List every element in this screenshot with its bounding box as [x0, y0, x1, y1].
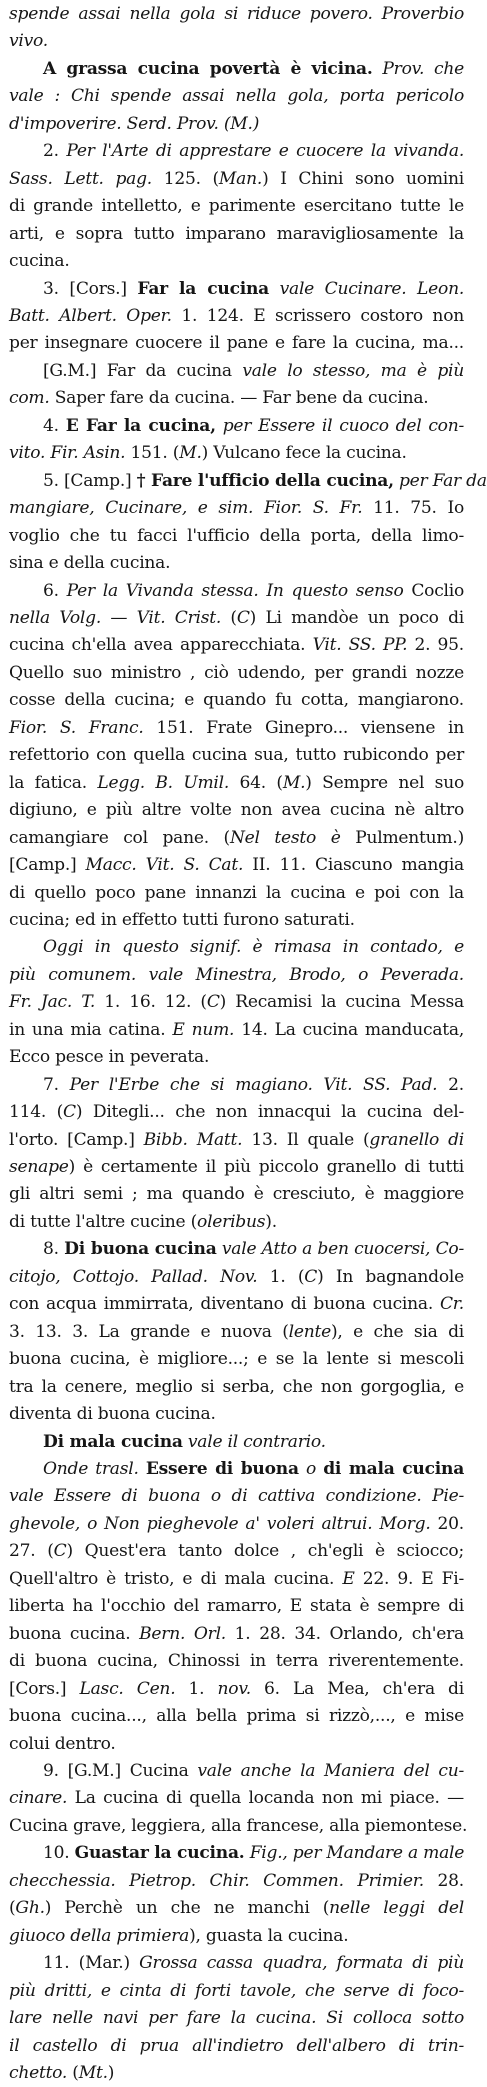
italic-text: Oggi in questo signif. è rimasa in contado, e [43, 937, 464, 958]
italic-text: oleribus [197, 1211, 266, 1232]
body-text: 1. [175, 1678, 218, 1699]
body-text: voglio che tu facci l'ufficio della porta, della limo- [9, 525, 464, 546]
body-text: colui dentro. [9, 1733, 116, 1754]
body-text: cucina; ed in effetto tutti furono saturati. [9, 909, 355, 930]
body-text [299, 1459, 306, 1479]
text-line [9, 111, 464, 138]
text-line [9, 1346, 464, 1373]
text-line [9, 660, 464, 687]
body-text: ) [107, 2062, 115, 2083]
body-text: ) Vulcano fece la cucina. [201, 443, 407, 464]
italic-text: spende assai nella gola si riduce povero. Proverbio [9, 4, 464, 24]
body-text: ( [9, 1898, 16, 1919]
italic-text: vale anche la Maniera del cu- [197, 1761, 464, 1781]
text-line [9, 1181, 464, 1208]
body-text: di tutte l'altre cucine ( [9, 1211, 198, 1232]
italic-text: vale Cucinare. Leon. [279, 278, 465, 299]
italic-text: vale lo stesso, ma è più [242, 360, 464, 381]
text-line [9, 962, 464, 989]
italic-text: checchessia. Pietrop. Chir. Commen. Primier. [9, 1870, 424, 1891]
text-line [9, 852, 464, 879]
italic-text: vivo. [9, 31, 48, 52]
text-line [9, 1264, 464, 1291]
italic-text: Per l'Erbe che si magiano. Vit. SS. Pad. [69, 1074, 438, 1095]
text-line [9, 687, 464, 714]
italic-text: nella Volg. — Vit. Crist. [9, 607, 222, 628]
italic-text: Prov. che [382, 58, 464, 79]
headword: E Far la cucina, [65, 415, 216, 436]
text-line [9, 632, 464, 659]
headword: di mala cucina [323, 1459, 465, 1480]
body-text: Coclio [403, 580, 465, 601]
headword: Essere di buona [145, 1459, 299, 1480]
body-text: per insegnare cuocere il pane e fare la cucina, ma... [9, 333, 464, 354]
body-text: Ecco pesce in peverata. [9, 1047, 210, 1068]
body-text: 1. ( [257, 1266, 305, 1287]
italic-text: C [304, 1266, 318, 1287]
body-text [216, 416, 223, 436]
text-line [9, 495, 464, 522]
text-line [9, 1566, 464, 1593]
body-text: [Camp.] [9, 855, 86, 876]
body-text: ) Recamisi la cucina Messa [219, 992, 464, 1013]
text-line [9, 742, 464, 769]
body-text: 4. [43, 415, 66, 436]
body-text: ( [67, 2062, 79, 2083]
italic-text: Macc. Vit. S. Cat. [85, 855, 244, 876]
text-line [9, 193, 464, 220]
italic-text: Legg. B. Umil. [97, 772, 230, 793]
text-line [9, 1978, 464, 2005]
body-text: 11. 75. Io [362, 498, 464, 519]
headword: Di buona cucina [64, 1239, 217, 1260]
italic-text: Per l'Arte di apprestare e cuocere la vivanda. [66, 141, 464, 162]
text-line [9, 2005, 464, 2032]
italic-text: lare nelle navi per fare la cucina. Si colloca sotto [9, 2008, 464, 2029]
body-text: ), guasta la cucina. [189, 1925, 349, 1946]
body-text: 2. [43, 141, 67, 162]
body-text: ) Li mandòe un poco di [249, 607, 464, 628]
body-text: con acqua immirrata, diventano di buona cucina. [9, 1294, 440, 1315]
body-text: cosse della cucina; e quando fu cotta, mangiarono. [9, 690, 464, 711]
text-line [9, 2033, 464, 2060]
body-text: Quell'altro è tristo, e di mala cucina. [9, 1568, 343, 1589]
body-text: cucina. [9, 251, 70, 272]
text-line [9, 1868, 464, 1895]
text-line [9, 1840, 464, 1867]
italic-text: d'impoverire. Serd. Prov. (M.) [9, 113, 260, 134]
italic-text: vale Atto a ben cuocersi, Co- [221, 1239, 464, 1260]
text-line [9, 1209, 464, 1236]
italic-text: M. [282, 772, 306, 793]
text-line [9, 1621, 464, 1648]
body-text [269, 279, 280, 299]
body-text: buona cucina. [9, 1623, 140, 1644]
italic-text: Fig., per Mandare a male [249, 1843, 465, 1864]
italic-text: cinare. [9, 1788, 68, 1809]
italic-text: lente [288, 1321, 331, 1342]
italic-text: senape [9, 1157, 69, 1178]
text-line [9, 523, 464, 550]
text-line [9, 550, 464, 577]
text-line [9, 83, 464, 110]
body-text: gli altri semi ; ma quando è cresciuto, è maggiore [9, 1184, 464, 1205]
text-line [9, 330, 464, 357]
body-text: l'orto. [Camp.] [9, 1129, 144, 1150]
body-text: liberta ha l'occhio del ramarro, E stata è sempre di [9, 1596, 464, 1617]
text-line [9, 1676, 464, 1703]
italic-text: vale il contrario. [187, 1431, 326, 1452]
body-text: di grande intelletto, e parimente esercitano tutte le [9, 196, 464, 217]
italic-text: Onde trasl. [43, 1459, 139, 1480]
italic-text: giuoco della primiera [9, 1925, 190, 1946]
italic-text: vito. Fir. Asin. [9, 443, 126, 464]
text-line [9, 1703, 464, 1730]
body-text: 27. ( [9, 1541, 54, 1562]
body-text: ) Sempre nel suo [305, 772, 464, 793]
body-text: La cucina di quella locanda non mi piace. — [67, 1788, 464, 1809]
italic-text: Vit. SS. PP. [312, 635, 408, 656]
italic-text: Sass. Lett. pag. [9, 168, 152, 189]
text-line [9, 1758, 464, 1785]
body-text: 1. 16. 12. ( [95, 992, 207, 1013]
body-text: 3. [Cors.] [43, 278, 138, 299]
body-text: 10. [43, 1843, 75, 1864]
body-text: diventa di buona cucina. [9, 1404, 216, 1425]
headword: Di mala cucina [43, 1431, 183, 1452]
italic-text: o [305, 1459, 317, 1480]
text-line [9, 1648, 464, 1675]
body-text: Pulmentum.) [340, 827, 464, 848]
body-text: 114. ( [9, 1102, 64, 1123]
italic-text: ghevole, o Non pieghevole a' voleri altrui. Morg. [9, 1513, 431, 1534]
body-text: 13. Il quale ( [242, 1129, 370, 1150]
text-line [9, 1154, 464, 1181]
text-line [9, 468, 487, 495]
text-line [9, 1813, 468, 1840]
text-line [9, 303, 464, 330]
text-line [9, 1511, 464, 1538]
text-line [9, 358, 464, 385]
body-text: ) Perchè un che ne manchi ( [44, 1898, 330, 1919]
text-line [9, 1950, 464, 1977]
body-text: 2. [437, 1074, 464, 1095]
body-text: ), e che sia di [330, 1321, 464, 1342]
italic-text: Per la Vivanda stessa. In questo senso [66, 580, 404, 601]
body-text: 11. (Mar.) [43, 1953, 140, 1974]
text-line [9, 1538, 464, 1565]
italic-text: Lasc. Cen. [79, 1678, 176, 1699]
body-text: 2. 95. [407, 635, 464, 656]
italic-text: Fr. Jac. T. [9, 992, 96, 1013]
body-text [139, 1459, 146, 1479]
body-text: 28. [423, 1870, 464, 1891]
body-text: Cucina grave, leggiera, alla francese, alla piemontese. [9, 1815, 468, 1836]
body-text: [Cors.] [9, 1678, 80, 1699]
text-line [9, 880, 464, 907]
body-text: 9. [G.M.] Cucina [43, 1761, 198, 1781]
body-text: [G.M.] Far da cucina [43, 360, 243, 381]
text-line [9, 605, 464, 632]
body-text: 64. ( [229, 772, 283, 793]
text-line [9, 28, 464, 55]
italic-text: il castello di prua all'indietro dell'albero di trin- [9, 2035, 464, 2056]
text-line [9, 770, 464, 797]
body-text: 1. 28. 34. Orlando, ch'era [225, 1623, 464, 1644]
text-line [9, 1099, 464, 1126]
text-line [9, 1429, 464, 1456]
text-line [9, 1044, 464, 1071]
body-text: ). [265, 1211, 277, 1232]
italic-text: C [206, 992, 220, 1013]
text-line [9, 934, 464, 961]
italic-text: E num. [172, 1019, 235, 1040]
italic-text: nov. [217, 1678, 251, 1699]
body-text: 6. [43, 580, 67, 601]
text-line [9, 440, 464, 467]
headword: Far la cucina [137, 278, 269, 299]
text-line [9, 221, 464, 248]
text-line [9, 248, 464, 275]
text-line [9, 989, 464, 1016]
text-line [9, 1291, 464, 1318]
body-text: 6. La Mea, ch'era di [250, 1678, 464, 1699]
italic-text: Grossa cassa quadra, formata di più [139, 1953, 465, 1974]
italic-text: Gh. [15, 1898, 45, 1919]
body-text: di quello poco pane innanzi la cucina e poi con la [9, 882, 464, 903]
body-text: ) Quest'era tanto dolce , ch'egli è sciocco; [66, 1541, 464, 1562]
italic-text: Nel testo è [229, 827, 341, 848]
text-line [9, 1923, 464, 1950]
headword: Guastar la cucina. [74, 1843, 245, 1864]
italic-text: chetto. [9, 2062, 68, 2083]
body-text: sina e della cucina. [9, 553, 171, 574]
body-text: buona cucina..., alla bella prima si rizzò,..., e mise [9, 1706, 464, 1727]
body-text [373, 59, 383, 79]
body-text: Saper fare da cucina. — Far bene da cucina. [49, 388, 429, 409]
body-text: cucina ch'ella avea apparecchiata. [9, 635, 313, 656]
italic-text: nelle leggi del [329, 1898, 464, 1919]
body-text: 20. [430, 1513, 464, 1534]
text-line [9, 578, 464, 605]
text-line [9, 138, 464, 165]
italic-text: Batt. Albert. Oper. [9, 305, 172, 326]
body-text: 3. 13. 3. La grande e nuova ( [9, 1321, 289, 1342]
body-text: refettorio con quella cucina sua, tutto rubicondo per [9, 745, 464, 766]
italic-text: M. [179, 443, 202, 464]
italic-text: per Far da [398, 470, 487, 491]
italic-text: Bibb. Matt. [143, 1129, 243, 1150]
body-text: di buona cucina, Chinossi in terra riverentemente. [9, 1651, 464, 1672]
text-line [9, 1236, 464, 1263]
italic-text: com. [9, 388, 50, 409]
text-line [9, 907, 464, 934]
italic-text: Man. [218, 168, 263, 189]
text-line [9, 1785, 464, 1812]
text-line [9, 1895, 464, 1922]
body-text: la fatica. [9, 772, 98, 793]
italic-text: C [236, 607, 250, 628]
body-text: buona cucina, è migliore...; e se la lente si mescoli [9, 1349, 464, 1370]
body-text: in una mia catina. [9, 1019, 173, 1040]
text-line [9, 1127, 464, 1154]
text-line [9, 1374, 464, 1401]
text-line [9, 385, 464, 412]
text-line [9, 56, 464, 83]
italic-text: più comunem. vale Minestra, Brodo, o Peverada. [9, 964, 464, 985]
text-line [9, 1017, 464, 1044]
body-text: ) In bagnandole [317, 1266, 464, 1287]
italic-text: C [53, 1541, 67, 1562]
headword: † Fare l'ufficio della cucina, [136, 470, 394, 491]
body-text: 8. [43, 1239, 65, 1260]
body-text: 5. [Camp.] [43, 470, 137, 491]
italic-text: citojo, Cottojo. Pallad. Nov. [9, 1266, 258, 1287]
italic-text: Mt. [78, 2062, 108, 2083]
body-text: II. 11. Ciascuno mangia [243, 855, 464, 876]
italic-text: mangiare, Cucinare, e sim. Fior. S. Fr. [9, 498, 363, 519]
text-line [9, 715, 464, 742]
body-text: 22. 9. E Fi- [354, 1568, 464, 1589]
body-text: digiuno, e più altre volte non avea cucina nè altro [9, 800, 464, 821]
body-text: 7. [43, 1074, 70, 1095]
italic-text: C [63, 1102, 76, 1123]
italic-text: Cr. [439, 1294, 464, 1315]
body-text: tra la cenere, meglio si serba, che non gorgoglia, e [9, 1376, 464, 1397]
italic-text: vale : Chi spende assai nella gola, porta pericolo [9, 86, 464, 107]
italic-text: per Essere il cuoco del con- [222, 415, 464, 436]
text-line [9, 166, 464, 193]
italic-text: più dritti, e cinta di forti tavole, che serve di foco- [9, 1980, 464, 2001]
text-line [9, 1, 464, 28]
text-line [9, 1593, 464, 1620]
text-line [9, 1456, 464, 1483]
body-text: arti, e sopra tutto imparano maravigliosamente la [9, 223, 464, 244]
text-line [9, 1731, 464, 1758]
body-text: ) I Chini sono uomini [262, 168, 464, 189]
body-text: ) è certamente il più piccolo granello di tutti [68, 1157, 464, 1178]
body-text: 1. 124. E scrissero costoro non [171, 305, 464, 326]
italic-text: Fior. S. Franc. [9, 717, 144, 738]
body-text: 151. Frate Ginepro... viensene in [143, 717, 464, 738]
italic-text: E [342, 1568, 355, 1589]
body-text: ) Ditegli... che non innacqui la cucina del- [75, 1102, 464, 1123]
body-text: 151. ( [125, 443, 180, 464]
body-text: 125. ( [151, 168, 219, 189]
italic-text: granello di [369, 1129, 464, 1150]
text-line [9, 1401, 464, 1428]
italic-text: Bern. Orl. [139, 1623, 226, 1644]
text-line [9, 1483, 464, 1510]
text-line [9, 1072, 464, 1099]
body-text: 14. La cucina manducata, [234, 1019, 465, 1040]
text-line [9, 797, 464, 824]
body-text: Quello suo ministro , ciò udendo, per grandi nozze [9, 662, 464, 683]
italic-text: vale Essere di buona o di cattiva condizione. Pie- [9, 1486, 464, 1507]
text-line [9, 825, 464, 852]
body-text: camangiare col pane. ( [9, 827, 230, 848]
text-line [9, 1319, 464, 1346]
text-line [9, 276, 464, 303]
text-line [9, 413, 464, 440]
body-text: ( [221, 607, 237, 628]
text-line [9, 2060, 464, 2087]
headword: A grassa cucina povertà è vicina. [43, 58, 373, 79]
